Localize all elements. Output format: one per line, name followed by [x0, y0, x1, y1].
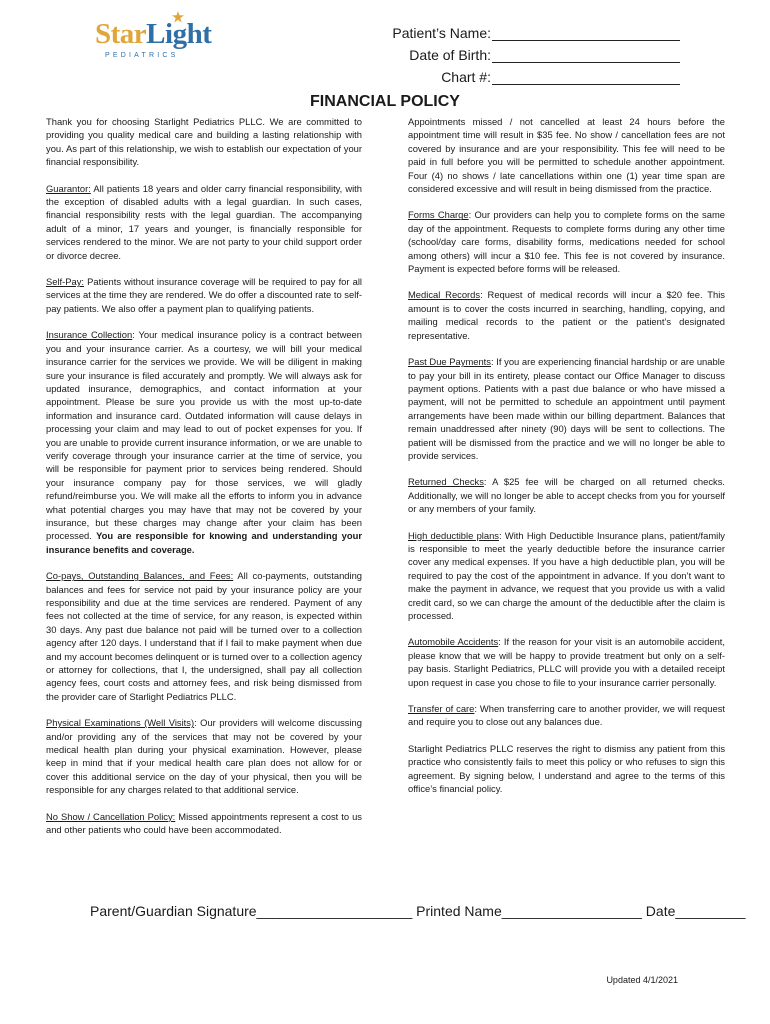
- insurance-responsibility-note: You are responsible for knowing and understanding your insurance benefits and coverage.: [46, 530, 362, 555]
- right-column: [408, 115, 725, 808]
- chart-number-label: Chart #:: [441, 69, 491, 85]
- past-due-section: [408, 355, 725, 462]
- physical-exam-section: [46, 716, 362, 796]
- no-show-body: Missed appointments represent a cost to us and other patients who could have been accommodated.: [46, 810, 362, 836]
- automobile-accidents-heading: Automobile Accidents: [408, 636, 499, 648]
- left-column: [46, 115, 362, 850]
- date-of-birth-line[interactable]: [492, 46, 680, 63]
- no-show-continued: Appointments missed / not cancelled at least 24 hours before the appointment time will result in $35 fee. No show / cancellation fees are not covered by insurance and are your responsibility. This fee will need to be paid in full before you will be permitted to schedule another appointment. Four (4) no shows / late cancellations within one (1) year time span are considered excessive and will result in being dismissed from the practice.: [408, 116, 725, 195]
- closing-paragraph: Starlight Pediatrics PLLC reserves the right to dismiss any patient from this practice who consistently fails to meet this policy or who refuses to sign this agreement. By signing below, I understand and agree to the terms of this office’s financial policy.: [408, 742, 725, 795]
- medical-records-heading: Medical Records: [408, 289, 481, 301]
- page-title: FINANCIAL POLICY: [310, 93, 460, 110]
- returned-checks-body: : A $25 fee will be charged on all returned checks. Additionally, we will no longer be able to accept checks from you for yourself or any members of your family.: [408, 476, 725, 515]
- starlight-logo: [95, 14, 225, 62]
- forms-charge-body: : Our providers can help you to complete forms on the same day of the appointment. Requests to complete forms during any other time (school/day care forms, disability forms, medications needed for school among others) will incur a $10 fee. This fee is not covered by insurance. Payment is expected before forms will be released.: [408, 209, 725, 275]
- copays-heading: Co-pays, Outstanding Balances, and Fees:: [46, 570, 234, 582]
- forms-charge-heading: Forms Charge: [408, 209, 469, 221]
- transfer-of-care-heading: Transfer of care: [408, 703, 475, 715]
- patient-info-fields: [380, 19, 680, 85]
- copays-section: [46, 569, 362, 703]
- past-due-heading: Past Due Payments: [408, 356, 491, 368]
- no-show-heading: No Show / Cancellation Policy:: [46, 810, 176, 822]
- insurance-heading: Insurance Collection: [46, 329, 133, 341]
- past-due-body: : If you are experiencing financial hardship or are unable to pay your bill in its entirety, please contact our Office Manager to discuss payment options. Patients with a past due balance or who have missed a payment, will not be permitted to schedule an appointment until payment arrangements have been made within our billing department. Balances that remain unaddressed after ninety (90) days will be sent to collections. The patient will be dismissed from the practice and we will no longer be able to provide services.: [408, 356, 725, 461]
- date-of-birth-label: Date of Birth:: [409, 47, 491, 63]
- date-of-birth-field[interactable]: [380, 41, 680, 63]
- high-deductible-body: : With High Deductible Insurance plans, patient/family is responsible to meet the yearly deductible before the insurance carrier cover any medical expenses. If you have a high deductible plan, you will be required to pay the cost of the appointment in advance. If you don’t want to make the payment in advance, we request that you provide us with a valid credit card, so we can charge the amount of the deductible after the claim is processed.: [408, 529, 725, 621]
- logo-wordmark: StarLight: [95, 18, 212, 50]
- updated-date: Updated 4/1/2021: [606, 975, 678, 985]
- self-pay-body: Patients without insurance coverage will be required to pay for all services at the time they are rendered. We do offer a discounted rate to self-pay patients. We also offer a payment plan to qualifying patients.: [46, 276, 362, 314]
- forms-charge-section: [408, 208, 725, 275]
- chart-number-field[interactable]: [380, 63, 680, 85]
- automobile-accidents-body: : If the reason for your visit is an automobile accident, please know that we will be happy to provide treatment but only on a self-pay basis. Starlight Pediatrics, PLLC will provide you with a detailed receipt upon request in case you chose to file to your insurance carrier personally.: [408, 636, 725, 688]
- star-icon: [172, 11, 184, 23]
- guarantor-body: All patients 18 years and older carry financial responsibility, with the exception of disabled adults with a legal guardian. In such cases, financial responsibility rests with the legal guardian. The accompanying adult of a minor, 17 years and younger, is financially responsible for services rendered to the minor. We are not party to your child support order or divorce decree.: [46, 182, 362, 261]
- guarantor-heading: Guarantor:: [46, 182, 91, 194]
- automobile-accidents-section: [408, 635, 725, 689]
- insurance-body: : Your medical insurance policy is a contract between you and your insurance carrier. As a courtesy, we will bill your medical insurance carrier for the services we provide. We will be diligent in making sure your insurance is filed accurately and promptly. We will always ask for updated insurance, demographics, and contact information at your appointment. Please be sure you provide us with the most up-to-date information and insurance card. Outdated information will cause delays in processing your claim and may lead to out of pocket expenses for you. If you are unable to provide current insurance information, or we are unable to verify coverage through your insurance carrier at the time of service, you will be responsible for payment prior to services being rendered. Should your insurance company pay for those services, we will gladly refund/reimburse you. We will make all the efforts to inform you in advance what potential charges you may have that may not be covered by your insurance, but these charges may change after your claim has been processed.: [46, 329, 362, 542]
- patient-name-line[interactable]: [492, 24, 680, 41]
- no-show-section: [46, 810, 362, 837]
- physical-exam-heading: Physical Examinations (Well Visits): [46, 717, 195, 729]
- transfer-of-care-body: : When transferring care to another provider, we will request and require you to close out any balances due.: [408, 703, 725, 728]
- guarantor-section: [46, 182, 362, 262]
- insurance-section: [46, 328, 362, 556]
- self-pay-section: [46, 275, 362, 315]
- patient-name-label: Patient’s Name:: [392, 25, 491, 41]
- signature-line[interactable]: Parent/Guardian Signature____________________ Printed Name__________________ Date_________: [90, 903, 746, 919]
- self-pay-heading: Self-Pay:: [46, 276, 85, 288]
- high-deductible-section: [408, 529, 725, 623]
- returned-checks-heading: Returned Checks: [408, 476, 484, 488]
- returned-checks-section: [408, 475, 725, 515]
- physical-exam-body: : Our providers will welcome discussing and/or providing any of the services that may not be covered by your medical health plan during your physical examination. However, please keep in mind that if your medical health care plan does not allow for or cover this additional service on the day of your physical, then you will be responsible for any charges related to that additional service.: [46, 717, 362, 796]
- intro-paragraph: Thank you for choosing Starlight Pediatrics PLLC. We are committed to providing you quality medical care and building a lasting relationship with you. As part of this relationship, we wish to establish our expectation of your financial responsibility.: [46, 116, 362, 168]
- medical-records-section: [408, 288, 725, 342]
- chart-number-line[interactable]: [492, 68, 680, 85]
- logo-subtitle: PEDIATRICS: [105, 52, 179, 59]
- high-deductible-heading: High deductible plans: [408, 529, 499, 541]
- patient-name-field[interactable]: [380, 19, 680, 41]
- medical-records-body: : Request of medical records will incur a $20 fee. This amount is to cover the costs incurred in searching, handling, copying, and mailing medical records to the patient or the patient’s designated representative.: [408, 289, 725, 341]
- transfer-of-care-section: [408, 702, 725, 729]
- copays-body: All co-payments, outstanding balances and fees for service not paid by your insurance policy are your responsibility and due at the time services are rendered. Payment of any fees not collected at the time of service, for any reason, is expected within 30 days. Any past due balance not paid will be turned over to a collection agency after 120 days. I understand that if I fail to make payment when due and my account becomes delinquent or is turned over to a collection agency or attorney for collections, that I, the undersigned, shall pay all collection agency fees, court costs and attorney fees, and risk being dismissed from the provider care of Starlight Pediatrics PLLC.: [46, 570, 363, 702]
